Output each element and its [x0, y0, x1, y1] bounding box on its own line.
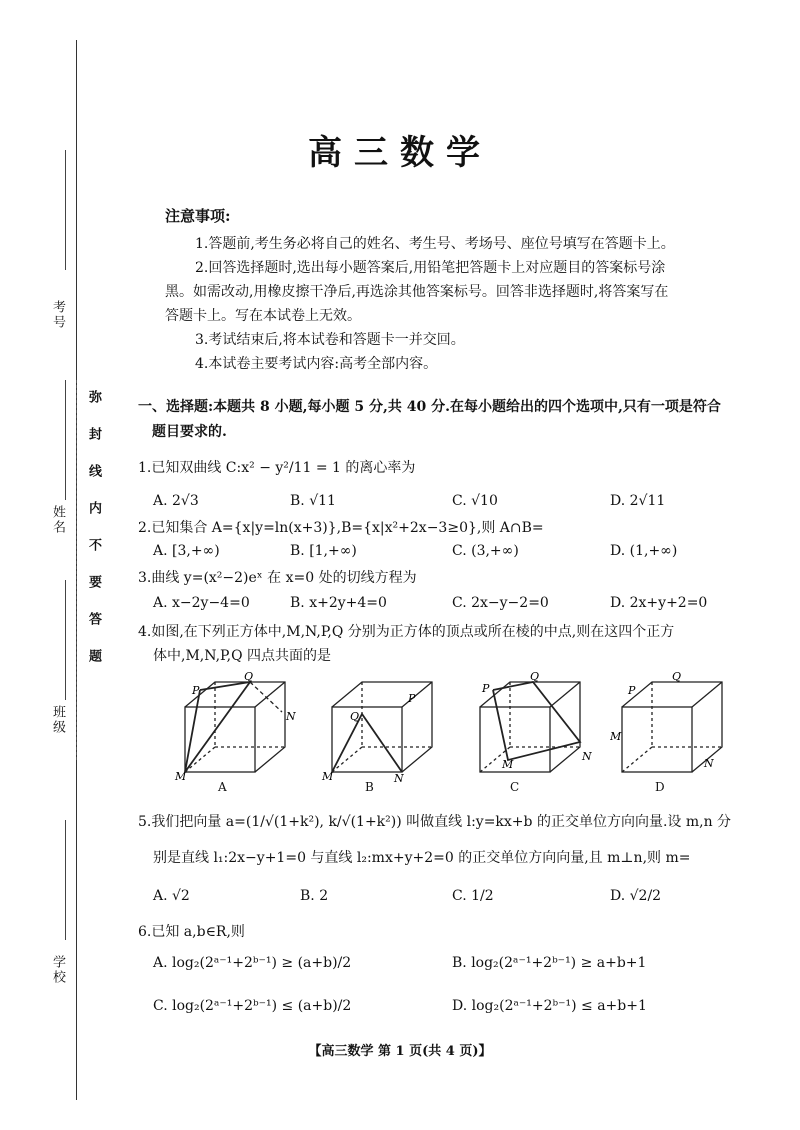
q3-stem: 3.曲线 y=(x²−2)eˣ 在 x=0 处的切线方程为 [138, 570, 417, 586]
school-blank[interactable] [65, 820, 66, 940]
figure-caption-b: B [365, 780, 374, 794]
q5-stem-line2: 别是直线 l₁:2x−y+1=0 与直线 l₂:mx+y+2=0 的正交单位方向向量,且 m⊥n,则 m= [153, 850, 691, 866]
q2-option-c[interactable]: C. (3,+∞) [452, 543, 519, 559]
label-P: P [482, 682, 490, 695]
label-Q: Q [244, 672, 254, 683]
label-M: M [610, 730, 622, 743]
q2-option-d[interactable]: D. (1,+∞) [610, 543, 678, 559]
q5-option-b[interactable]: B. 2 [300, 888, 329, 904]
section-heading-line1: 一、选择题:本题共 8 小题,每小题 5 分,共 40 分.在每小题给出的四个选项中,只有一项是符合 [138, 399, 721, 415]
label-P: P [408, 692, 416, 705]
name-blank[interactable] [65, 380, 66, 500]
figure-caption-c: C [510, 780, 520, 794]
q1-option-a[interactable]: A. 2√3 [153, 493, 199, 509]
q1-option-c[interactable]: C. √10 [452, 493, 498, 509]
notice-item: 黑。如需改动,用橡皮擦干净后,再选涂其他答案标号。回答非选择题时,将答案写在 [165, 284, 669, 300]
q6-option-b[interactable]: B. log₂(2ᵃ⁻¹+2ᵇ⁻¹) ≥ a+b+1 [452, 955, 647, 971]
figure-caption-a: A [218, 780, 227, 794]
seal-warning: 弥封线内不要答题 [86, 390, 101, 686]
q3-option-d[interactable]: D. 2x+y+2=0 [610, 595, 708, 611]
q2-stem: 2.已知集合 A={x|y=ln(x+3)},B={x|x²+2x−3≥0},则 A∩B= [138, 520, 544, 536]
notice-heading: 注意事项: [165, 207, 231, 225]
cube-figure-a [170, 672, 300, 782]
q1-option-d[interactable]: D. 2√11 [610, 493, 666, 509]
label-N: N [704, 757, 714, 770]
label-Q: Q [350, 710, 360, 723]
q2-option-a[interactable]: A. [3,+∞) [153, 543, 220, 559]
label-N: N [286, 710, 296, 723]
school-label: 学校 [50, 955, 65, 985]
label-M: M [322, 770, 334, 782]
exam-no-label: 考号 [50, 300, 65, 330]
q6-option-a[interactable]: A. log₂(2ᵃ⁻¹+2ᵇ⁻¹) ≥ (a+b)/2 [153, 955, 352, 971]
q5-option-d[interactable]: D. √2/2 [610, 888, 662, 904]
notice-item: 1.答题前,考生务必将自己的姓名、考生号、考场号、座位号填写在答题卡上。 [195, 236, 675, 252]
seal-dashed-line [76, 380, 77, 760]
notice-item: 3.考试结束后,将本试卷和答题卡一并交回。 [195, 332, 465, 348]
cube-figure-b [320, 672, 450, 782]
q4-stem-line1: 4.如图,在下列正方体中,M,N,P,Q 分别为正方体的顶点或所在棱的中点,则在这四个正方 [138, 624, 675, 640]
label-Q: Q [530, 672, 540, 683]
class-blank[interactable] [65, 580, 66, 700]
q5-option-a[interactable]: A. √2 [153, 888, 190, 904]
label-N: N [394, 772, 404, 782]
label-P: P [628, 684, 636, 697]
label-Q: Q [672, 672, 682, 683]
q5-stem-line1: 5.我们把向量 a=(1/√(1+k²), k/√(1+k²)) 叫做直线 l:y=kx+b 的正交单位方向向量.设 m,n 分 [138, 814, 732, 830]
label-P: P [192, 684, 200, 697]
q6-option-c[interactable]: C. log₂(2ᵃ⁻¹+2ᵇ⁻¹) ≤ (a+b)/2 [153, 998, 352, 1014]
q3-option-a[interactable]: A. x−2y−4=0 [153, 595, 250, 611]
notice-item: 答题卡上。写在本试卷上无效。 [165, 308, 361, 324]
q4-stem-line2: 体中,M,N,P,Q 四点共面的是 [153, 648, 332, 664]
label-N: N [582, 750, 592, 763]
q6-option-d[interactable]: D. log₂(2ᵃ⁻¹+2ᵇ⁻¹) ≤ a+b+1 [452, 998, 647, 1014]
section-heading [138, 395, 758, 445]
notice-item: 2.回答选择题时,选出每小题答案后,用铅笔把答题卡上对应题目的答案标号涂 [195, 260, 666, 276]
cube-figure-c [468, 672, 598, 782]
section-heading-line2: 题目要求的. [152, 424, 227, 440]
figure-caption-d: D [655, 780, 665, 794]
notice-item: 4.本试卷主要考试内容:高考全部内容。 [195, 356, 438, 372]
q6-stem: 6.已知 a,b∈R,则 [138, 924, 245, 940]
class-label: 班级 [50, 705, 65, 735]
name-label: 姓名 [50, 505, 65, 535]
cube-figure-d [610, 672, 740, 782]
q1-stem: 1.已知双曲线 C:x² − y²/11 = 1 的离心率为 [138, 460, 416, 476]
label-M: M [502, 758, 514, 771]
q3-option-b[interactable]: B. x+2y+4=0 [290, 595, 387, 611]
q2-option-b[interactable]: B. [1,+∞) [290, 543, 357, 559]
page-title: 高三数学 [308, 133, 492, 173]
q5-option-c[interactable]: C. 1/2 [452, 888, 494, 904]
q1-option-b[interactable]: B. √11 [290, 493, 336, 509]
page-footer: 【高三数学 第 1 页(共 4 页)】 [308, 1044, 492, 1059]
label-M: M [175, 770, 187, 782]
q3-option-c[interactable]: C. 2x−y−2=0 [452, 595, 549, 611]
